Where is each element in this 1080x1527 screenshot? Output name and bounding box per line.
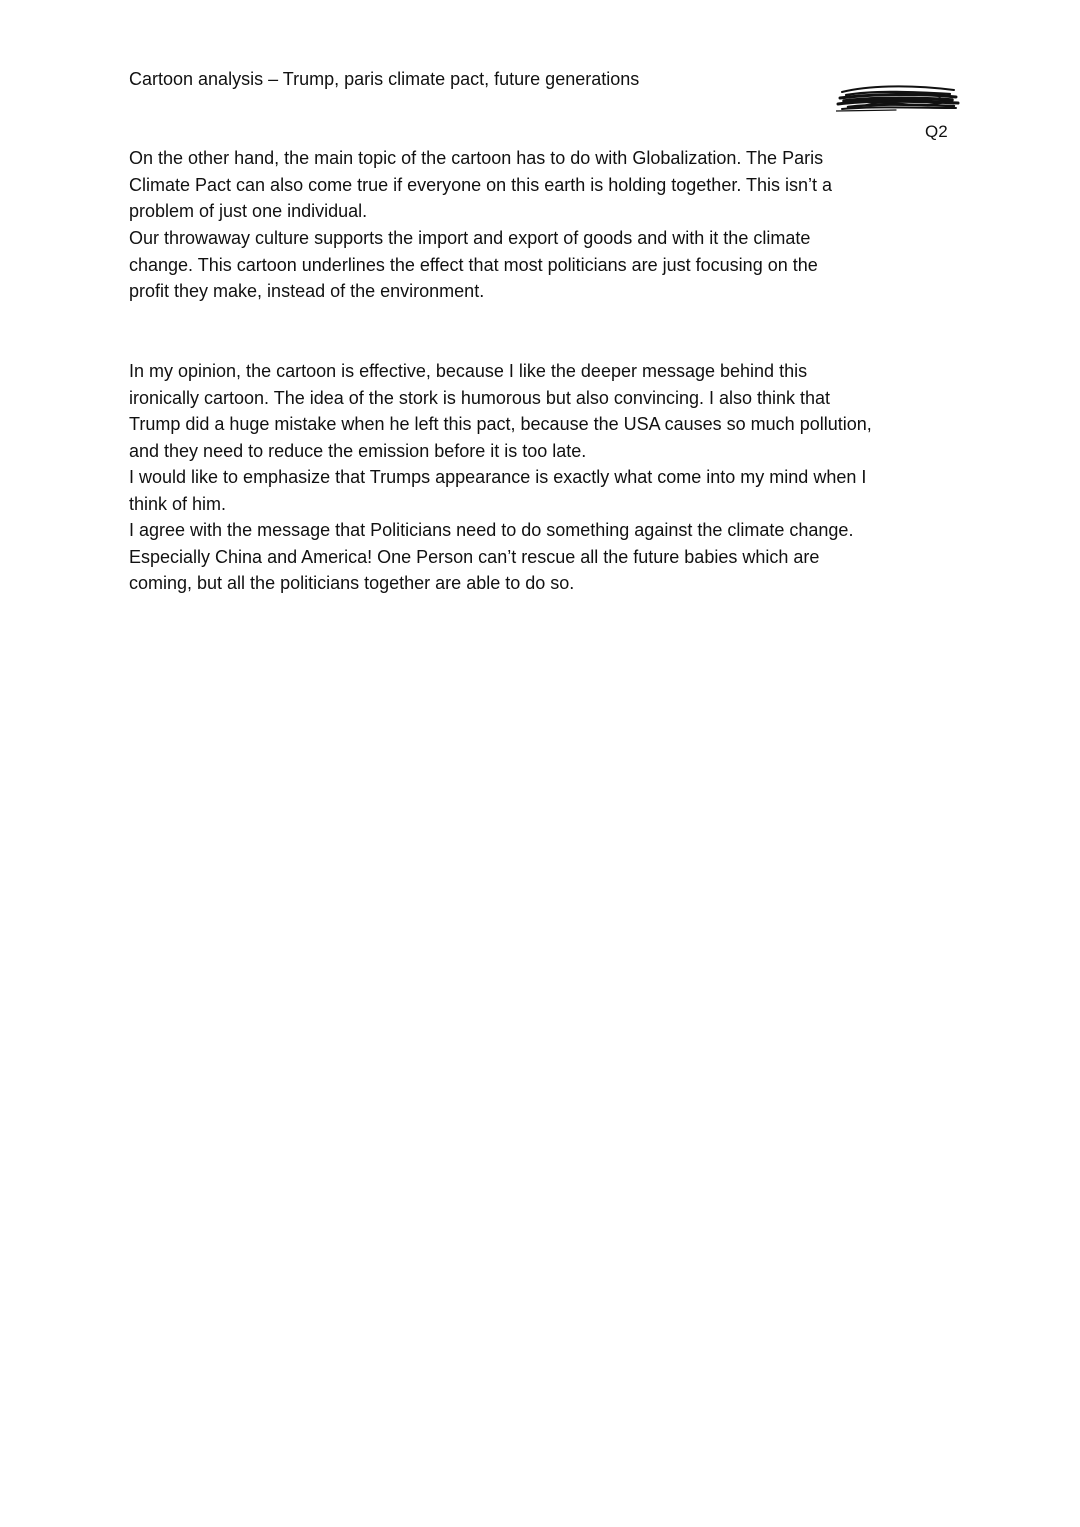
paragraph-globalization xyxy=(129,145,959,225)
text-line: ironically cartoon. The idea of the stork is humorous but also convincing. I also think that xyxy=(129,387,831,408)
paragraph-opinion xyxy=(129,358,959,464)
paragraph-agreement xyxy=(129,517,959,597)
text-line: I agree with the message that Politicians need to do something against the climate change. xyxy=(129,520,854,540)
text-line: Our throwaway culture supports the import and export of goods and with it the climate xyxy=(129,228,811,248)
text-line: think of him. xyxy=(129,493,227,514)
text-line: profit they make, instead of the environment. xyxy=(129,281,485,302)
text-line: coming, but all the politicians together are able to do so. xyxy=(129,573,575,594)
question-label: Q2 xyxy=(925,122,948,141)
text-line: Climate Pact can also come true if everyone on this earth is holding together. This isn’t a xyxy=(129,174,833,195)
text-line: and they need to reduce the emission before it is too late. xyxy=(129,440,587,461)
text-line: In my opinion, the cartoon is effective, because I like the deeper message behind this xyxy=(129,361,808,381)
text-line: Trump did a huge mistake when he left this pact, because the USA causes so much pollution, xyxy=(129,414,872,435)
paragraph-appearance xyxy=(129,464,959,517)
redacted-name-scribble xyxy=(836,80,960,120)
text-line: problem of just one individual. xyxy=(129,201,368,222)
paragraph-throwaway-culture xyxy=(129,225,959,305)
text-line: I would like to emphasize that Trumps appearance is exactly what come into my mind when I xyxy=(129,467,867,487)
text-line: On the other hand, the main topic of the cartoon has to do with Globalization. The Paris xyxy=(129,148,824,168)
text-line: change. This cartoon underlines the effect that most politicians are just focusing on the xyxy=(129,254,818,275)
document-title: Cartoon analysis – Trump, paris climate pact, future generations xyxy=(129,69,640,89)
text-line: Especially China and America! One Person can’t rescue all the future babies which are xyxy=(129,546,820,567)
